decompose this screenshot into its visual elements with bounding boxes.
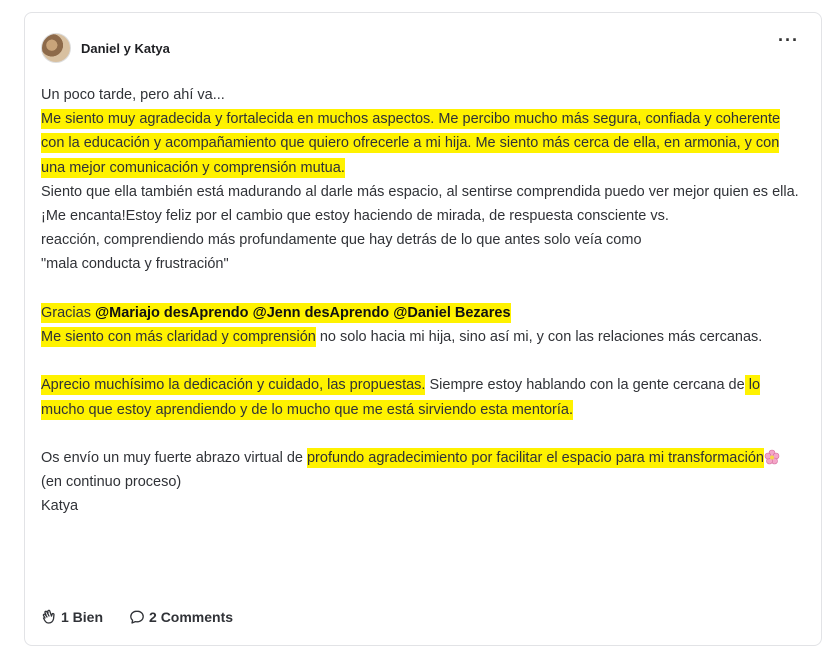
- paragraph-4: [41, 446, 807, 470]
- like-count: 1 Bien: [61, 609, 104, 625]
- thanks-highlight: [41, 303, 511, 323]
- highlighted-text: lo mucho que estoy aprendiendo y de lo mucho que me está sirviendo esta mentoría.: [41, 377, 761, 418]
- post-body: [41, 83, 807, 519]
- thanks-line: [41, 301, 807, 325]
- highlighted-text: Me siento con más claridad y comprensión: [41, 329, 316, 346]
- more-icon[interactable]: ···: [778, 30, 799, 50]
- comments-button[interactable]: [129, 609, 233, 625]
- mention-daniel[interactable]: @Daniel Bezares: [393, 304, 511, 321]
- post-footer: [41, 609, 233, 625]
- paragraph-1-quote: "mala conducta y frustración": [41, 256, 229, 273]
- highlighted-text: Me siento muy agradecida y fortalecida en muchos aspectos. Me percibo mucho más segura, confiada y coherente con la educación y acompañamiento que quiero ofrecerle a mi hija. Me siento más cerca de ella, en armonia, y con una mejor comunicación y comprensión mutua.: [41, 111, 781, 176]
- thanks-text: Gracias: [41, 304, 95, 321]
- highlighted-text: Aprecio muchísimo la dedicación y cuidado, las propuestas.: [41, 377, 426, 394]
- paragraph-4-line2: (en continuo proceso): [41, 474, 182, 491]
- signature: Katya: [41, 498, 79, 515]
- paragraph-1: [41, 107, 807, 180]
- paragraph-1-rest: Siento que ella también está madurando al darle más espacio, al sentirse comprendida puedo ver mejor quien es ella. ¡Me encanta!Estoy feliz por el cambio que estoy haciendo de mirada, de respuesta consciente vs.: [41, 183, 799, 225]
- author-name[interactable]: Daniel y Katya: [81, 40, 170, 56]
- paragraph-3-plain: Siempre estoy hablando con la gente cercana de: [425, 377, 745, 394]
- paragraph-2: [41, 325, 807, 349]
- mention-jenn[interactable]: @Jenn desAprendo: [252, 304, 390, 321]
- paragraph-1-line: reacción, comprendiendo más profundamente que hay detrás de lo que antes solo veía como: [41, 232, 642, 249]
- spacer: [41, 422, 807, 446]
- avatar[interactable]: [41, 33, 71, 63]
- flower-icon: [764, 449, 780, 465]
- post-card: [24, 12, 822, 646]
- comment-count: 2 Comments: [149, 609, 234, 625]
- comment-icon: [129, 609, 145, 625]
- intro-text: Un poco tarde, pero ahí va...: [41, 87, 225, 103]
- post-header: [41, 33, 170, 63]
- paragraph-2-rest: no solo hacia mi hija, sino así mi, y con las relaciones más cercanas.: [315, 329, 763, 346]
- spacer: [41, 277, 807, 301]
- paragraph-3: [41, 373, 807, 421]
- clap-icon: [41, 609, 57, 625]
- spacer: [41, 349, 807, 373]
- highlighted-text: profundo agradecimiento por facilitar el espacio para mi transformación: [306, 450, 764, 466]
- like-button[interactable]: [41, 609, 103, 625]
- mention-mariajo[interactable]: @Mariajo desAprendo: [95, 304, 249, 321]
- paragraph-4-plain: Os envío un muy fuerte abrazo virtual de: [41, 450, 307, 466]
